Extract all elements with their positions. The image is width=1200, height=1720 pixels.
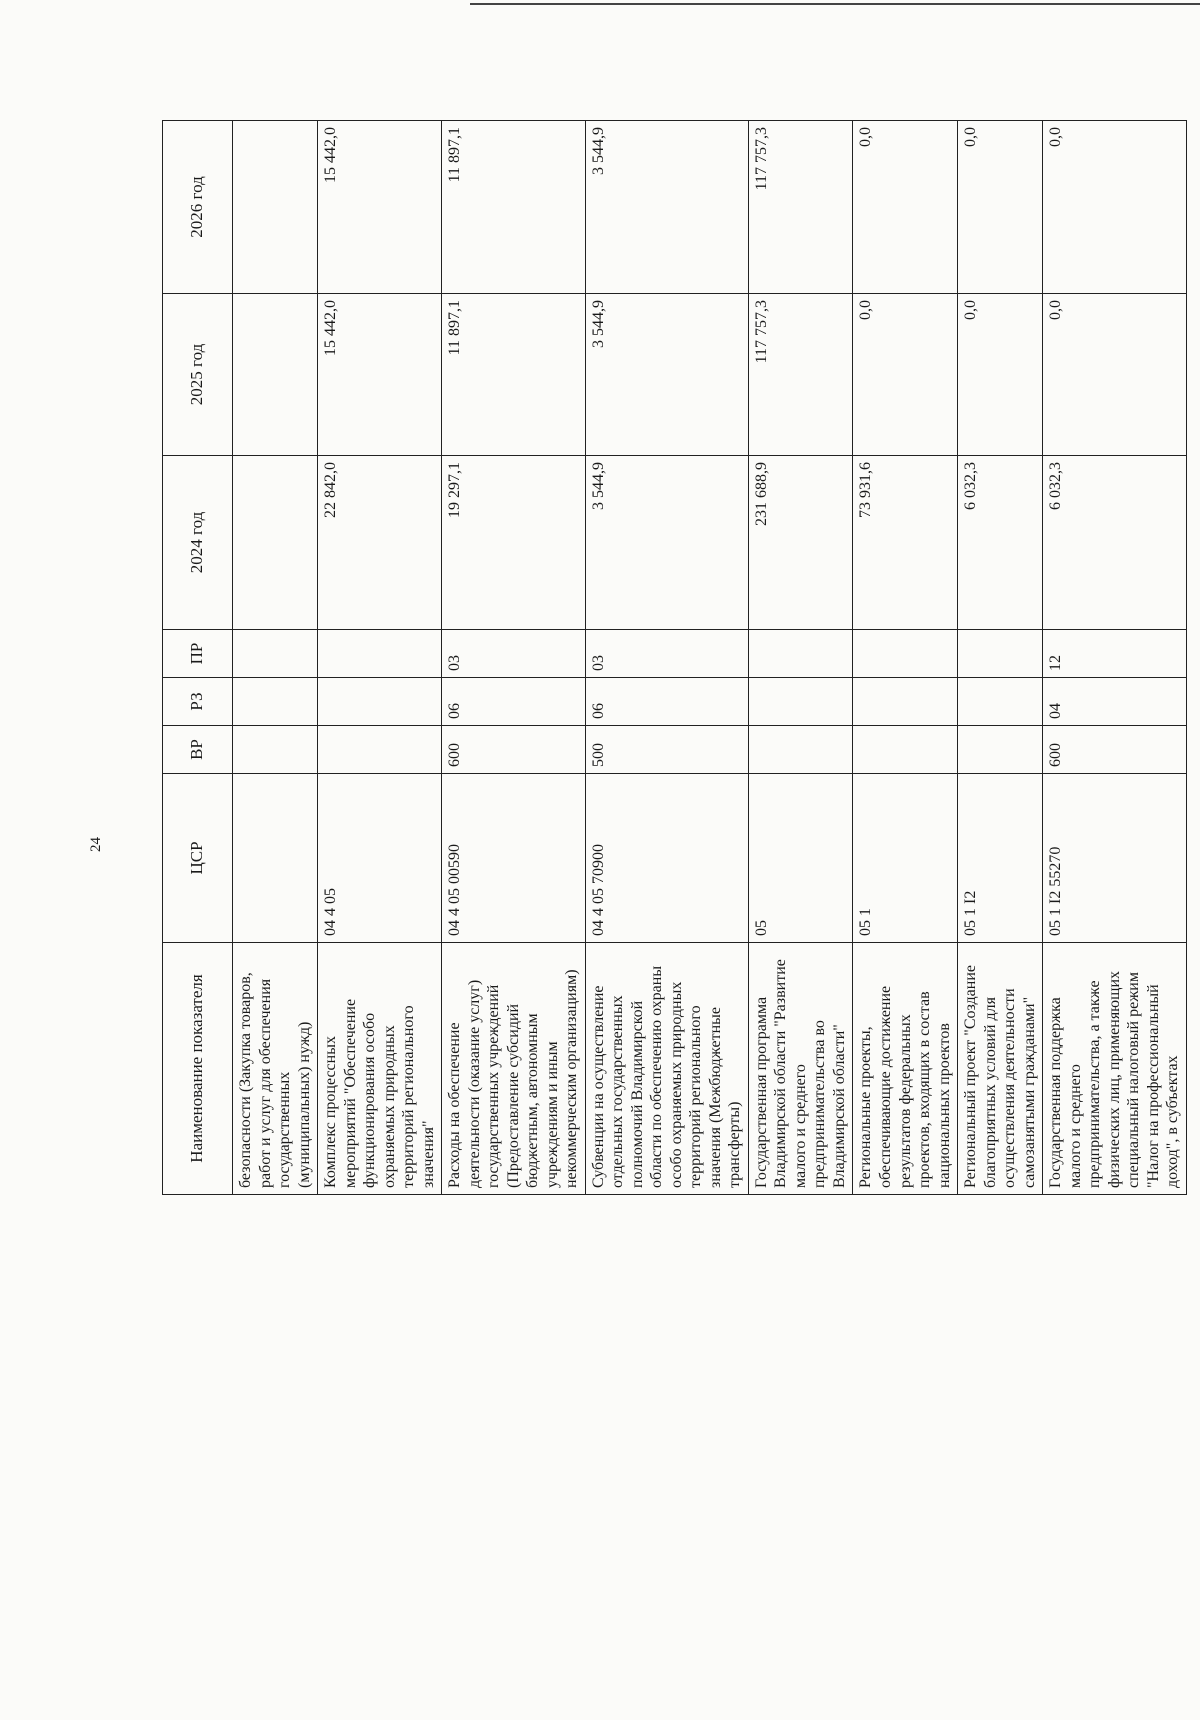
table-body — [233, 121, 1187, 1195]
cell-vr — [748, 726, 853, 774]
cell-y2025: 0,0 — [958, 294, 1043, 456]
cell-y2024: 231 688,9 — [748, 456, 853, 630]
cell-y2025: 15 442,0 — [318, 294, 442, 456]
cell-vr: 600 — [442, 726, 586, 774]
header-2025: 2025 год — [163, 294, 233, 456]
cell-y2026: 0,0 — [958, 121, 1043, 294]
cell-y2025: 0,0 — [853, 294, 958, 456]
header-rz: РЗ — [163, 678, 233, 726]
cell-vr — [958, 726, 1043, 774]
cell-y2025: 117 757,3 — [748, 294, 853, 456]
cell-rz — [318, 678, 442, 726]
cell-vr: 500 — [585, 726, 748, 774]
cell-rz — [958, 678, 1043, 726]
cell-pr: 03 — [585, 630, 748, 678]
cell-vr — [233, 726, 318, 774]
cell-csr: 04 4 05 70900 — [585, 774, 748, 943]
header-pr: ПР — [163, 630, 233, 678]
table-row — [585, 121, 748, 1195]
cell-y2025 — [233, 294, 318, 456]
cell-rz: 06 — [442, 678, 586, 726]
cell-rz — [853, 678, 958, 726]
cell-rz: 06 — [585, 678, 748, 726]
cell-name: Региональные проекты, обеспечивающие достижение результатов федеральных проектов, входящих в состав национальных проектов — [853, 943, 958, 1195]
cell-y2025: 11 897,1 — [442, 294, 586, 456]
cell-csr: 05 — [748, 774, 853, 943]
cell-y2024: 3 544,9 — [585, 456, 748, 630]
cell-vr — [318, 726, 442, 774]
cell-csr: 05 1 — [853, 774, 958, 943]
cell-y2026: 11 897,1 — [442, 121, 586, 294]
page-number: 24 — [88, 837, 104, 852]
cell-pr — [233, 630, 318, 678]
cell-y2024: 6 032,3 — [1043, 456, 1187, 630]
cell-y2026: 0,0 — [1043, 121, 1187, 294]
cell-pr — [748, 630, 853, 678]
table-row — [853, 121, 958, 1195]
cell-y2024 — [233, 456, 318, 630]
table-row — [1043, 121, 1187, 1195]
cell-y2026: 0,0 — [853, 121, 958, 294]
header-csr: ЦСР — [163, 774, 233, 943]
cell-y2025: 3 544,9 — [585, 294, 748, 456]
cell-csr: 05 1 I2 55270 — [1043, 774, 1187, 943]
cell-y2024: 22 842,0 — [318, 456, 442, 630]
cell-name: безопасности (Закупка товаров, работ и услуг для обеспечения государственных (муниципальных) нужд) — [233, 943, 318, 1195]
table-row — [233, 121, 318, 1195]
cell-pr: 03 — [442, 630, 586, 678]
cell-name: Государственная программа Владимирской области "Развитие малого и среднего предпринимательства во Владимирской области" — [748, 943, 853, 1195]
cell-csr: 04 4 05 00590 — [442, 774, 586, 943]
cell-csr: 05 1 I2 — [958, 774, 1043, 943]
cell-y2026: 15 442,0 — [318, 121, 442, 294]
header-2026: 2026 год — [163, 121, 233, 294]
cell-y2025: 0,0 — [1043, 294, 1187, 456]
cell-vr — [853, 726, 958, 774]
header-name: Наименование показателя — [163, 943, 233, 1195]
cell-y2026 — [233, 121, 318, 294]
cell-name: Государственная поддержка малого и среднего предпринимательства, а также физических лиц, применяющих специальный налоговый режим "Налог на профессиональный доход", в субъектах — [1043, 943, 1187, 1195]
table-row — [958, 121, 1043, 1195]
cell-name: Региональный проект "Создание благоприятных условий для осуществления деятельности самозанятыми гражданами" — [958, 943, 1043, 1195]
cell-vr: 600 — [1043, 726, 1187, 774]
cell-rz — [233, 678, 318, 726]
budget-table — [162, 120, 1187, 1195]
cell-y2026: 3 544,9 — [585, 121, 748, 294]
cell-y2024: 73 931,6 — [853, 456, 958, 630]
cell-pr — [318, 630, 442, 678]
cell-rz: 04 — [1043, 678, 1187, 726]
cell-y2026: 117 757,3 — [748, 121, 853, 294]
cell-y2024: 6 032,3 — [958, 456, 1043, 630]
cell-name: Субвенции на осуществление отдельных государственных полномочий Владимирской области по обеспечению охраны особо охраняемых природных территорий регионального значения (Межбюджетные трансферты) — [585, 943, 748, 1195]
cell-csr — [233, 774, 318, 943]
cell-pr — [958, 630, 1043, 678]
cell-csr: 04 4 05 — [318, 774, 442, 943]
table-row — [318, 121, 442, 1195]
cell-name: Комплекс процессных мероприятий "Обеспечение функционирования особо охраняемых природных территорий регионального значения" — [318, 943, 442, 1195]
table-header-row — [163, 121, 233, 1195]
top-rule — [470, 3, 1200, 5]
cell-pr: 12 — [1043, 630, 1187, 678]
table-row — [748, 121, 853, 1195]
cell-rz — [748, 678, 853, 726]
cell-name: Расходы на обеспечение деятельности (оказание услуг) государственных учреждений (Предоставление субсидий бюджетным, автономным учреждениям и иным некоммерческим организациям) — [442, 943, 586, 1195]
header-2024: 2024 год — [163, 456, 233, 630]
header-vr: ВР — [163, 726, 233, 774]
table-row — [442, 121, 586, 1195]
cell-y2024: 19 297,1 — [442, 456, 586, 630]
cell-pr — [853, 630, 958, 678]
rotated-table-container — [162, 121, 1182, 1195]
